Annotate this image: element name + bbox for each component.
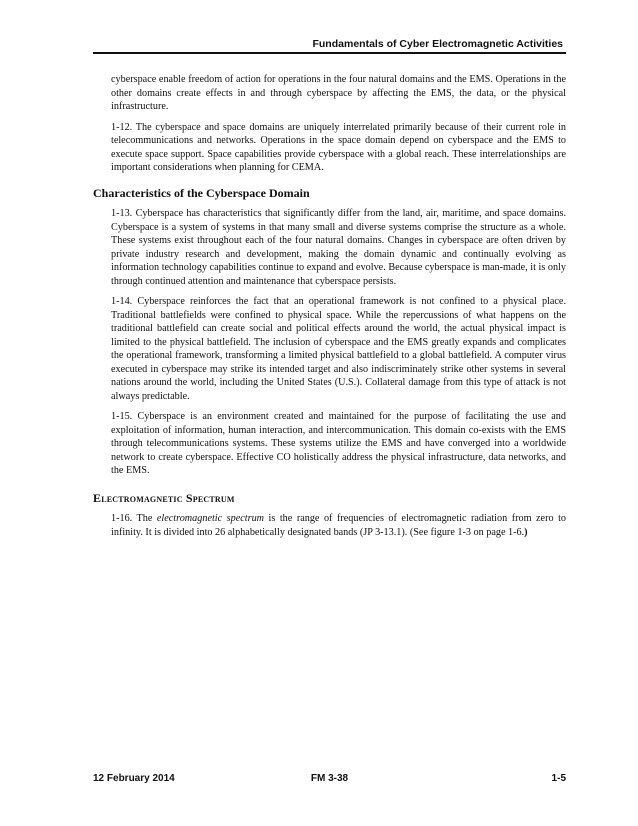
- paragraph-1-15: 1-15. Cyberspace is an environment created and maintained for the purpose of facilitating the use and exploitation of information, human interaction, and intercommunication. This domain co-exists with the EMS through telecommunications systems. These systems utilize the EMS and have converged into a worldwide network to create cyberspace. Effective CO holistically address the physical infrastructure, data networks, and the EMS.: [111, 411, 566, 476]
- paragraph-1-16-suffix: is the range of frequencies of electromagnetic radiation from zero to infinity. It is divided into 26 alphabetically designated bands (JP 3-13.1). (See figure 1-3 on page 1-6.: [111, 513, 566, 538]
- paragraph-continuation: cyberspace enable freedom of action for operations in the four natural domains and the EMS. Operations in the other domains create effects in and through cyberspace by affecting the EMS, the data, or the physical infrastructure.: [111, 74, 566, 112]
- paragraph-1-14: 1-14. Cyberspace reinforces the fact that an operational framework is not confined to a physical place. Traditional battlefields were confined to physical space. While the repercussions of what happens on the traditional battlefield can create social and political effects around the world, the actual physical impact is limited to the physical battlefield. The inclusion of cyberspace and the EMS greatly expands and complicates the operational framework, transforming a limited physical battlefield to a global battlefield. A computer virus executed in cyberspace may strike its intended target and also indiscriminately strike other systems in several nations around the world, including the United States (U.S.). Collateral damage from this type of attack is not always predictable.: [111, 296, 566, 402]
- section-heading-cyberspace-characteristics: Characteristics of the Cyberspace Domain: [93, 185, 310, 200]
- footer-page-number: 1-5: [551, 773, 566, 784]
- page-body: [93, 73, 566, 546]
- paragraph-1-16-close: ): [524, 526, 528, 538]
- footer-manual-number: FM 3-38: [310, 773, 349, 784]
- paragraph-1-16: [111, 512, 566, 539]
- paragraph-1-12: 1-12. The cyberspace and space domains are uniquely interrelated primarily because of their current role in telecommunications and networks. Operations in the space domain depend on cyberspace and the EMS to execute space support. Space capabilities provide cyberspace with a global reach. These interrelationships are important considerations when planning for CEMA.: [111, 121, 566, 173]
- paragraph-1-16-prefix: 1-16. The: [111, 513, 157, 524]
- footer-date: 12 February 2014: [93, 773, 175, 784]
- term-electromagnetic-spectrum: electromagnetic spectrum: [156, 513, 265, 524]
- paragraph-1-13: 1-13. Cyberspace has characteristics that significantly differ from the land, air, maritime, and space domains. Cyberspace is a system of systems in that many small and diverse systems comprise the structure as a whole. These systems exist throughout each of the four natural domains. Changes in cyberspace are often driven by private industry research and development, making the domain dynamic and continually evolving as information technology capabilities continue to expand and evolve. Because cyberspace is man-made, it is only through continued attention and maintenance that cyberspace persists.: [111, 208, 566, 287]
- header-rule: [93, 52, 566, 54]
- section-heading-electromagnetic-spectrum: Electromagnetic Spectrum: [93, 490, 235, 505]
- running-header-title: Fundamentals of Cyber Electromagnetic Activities: [312, 38, 563, 50]
